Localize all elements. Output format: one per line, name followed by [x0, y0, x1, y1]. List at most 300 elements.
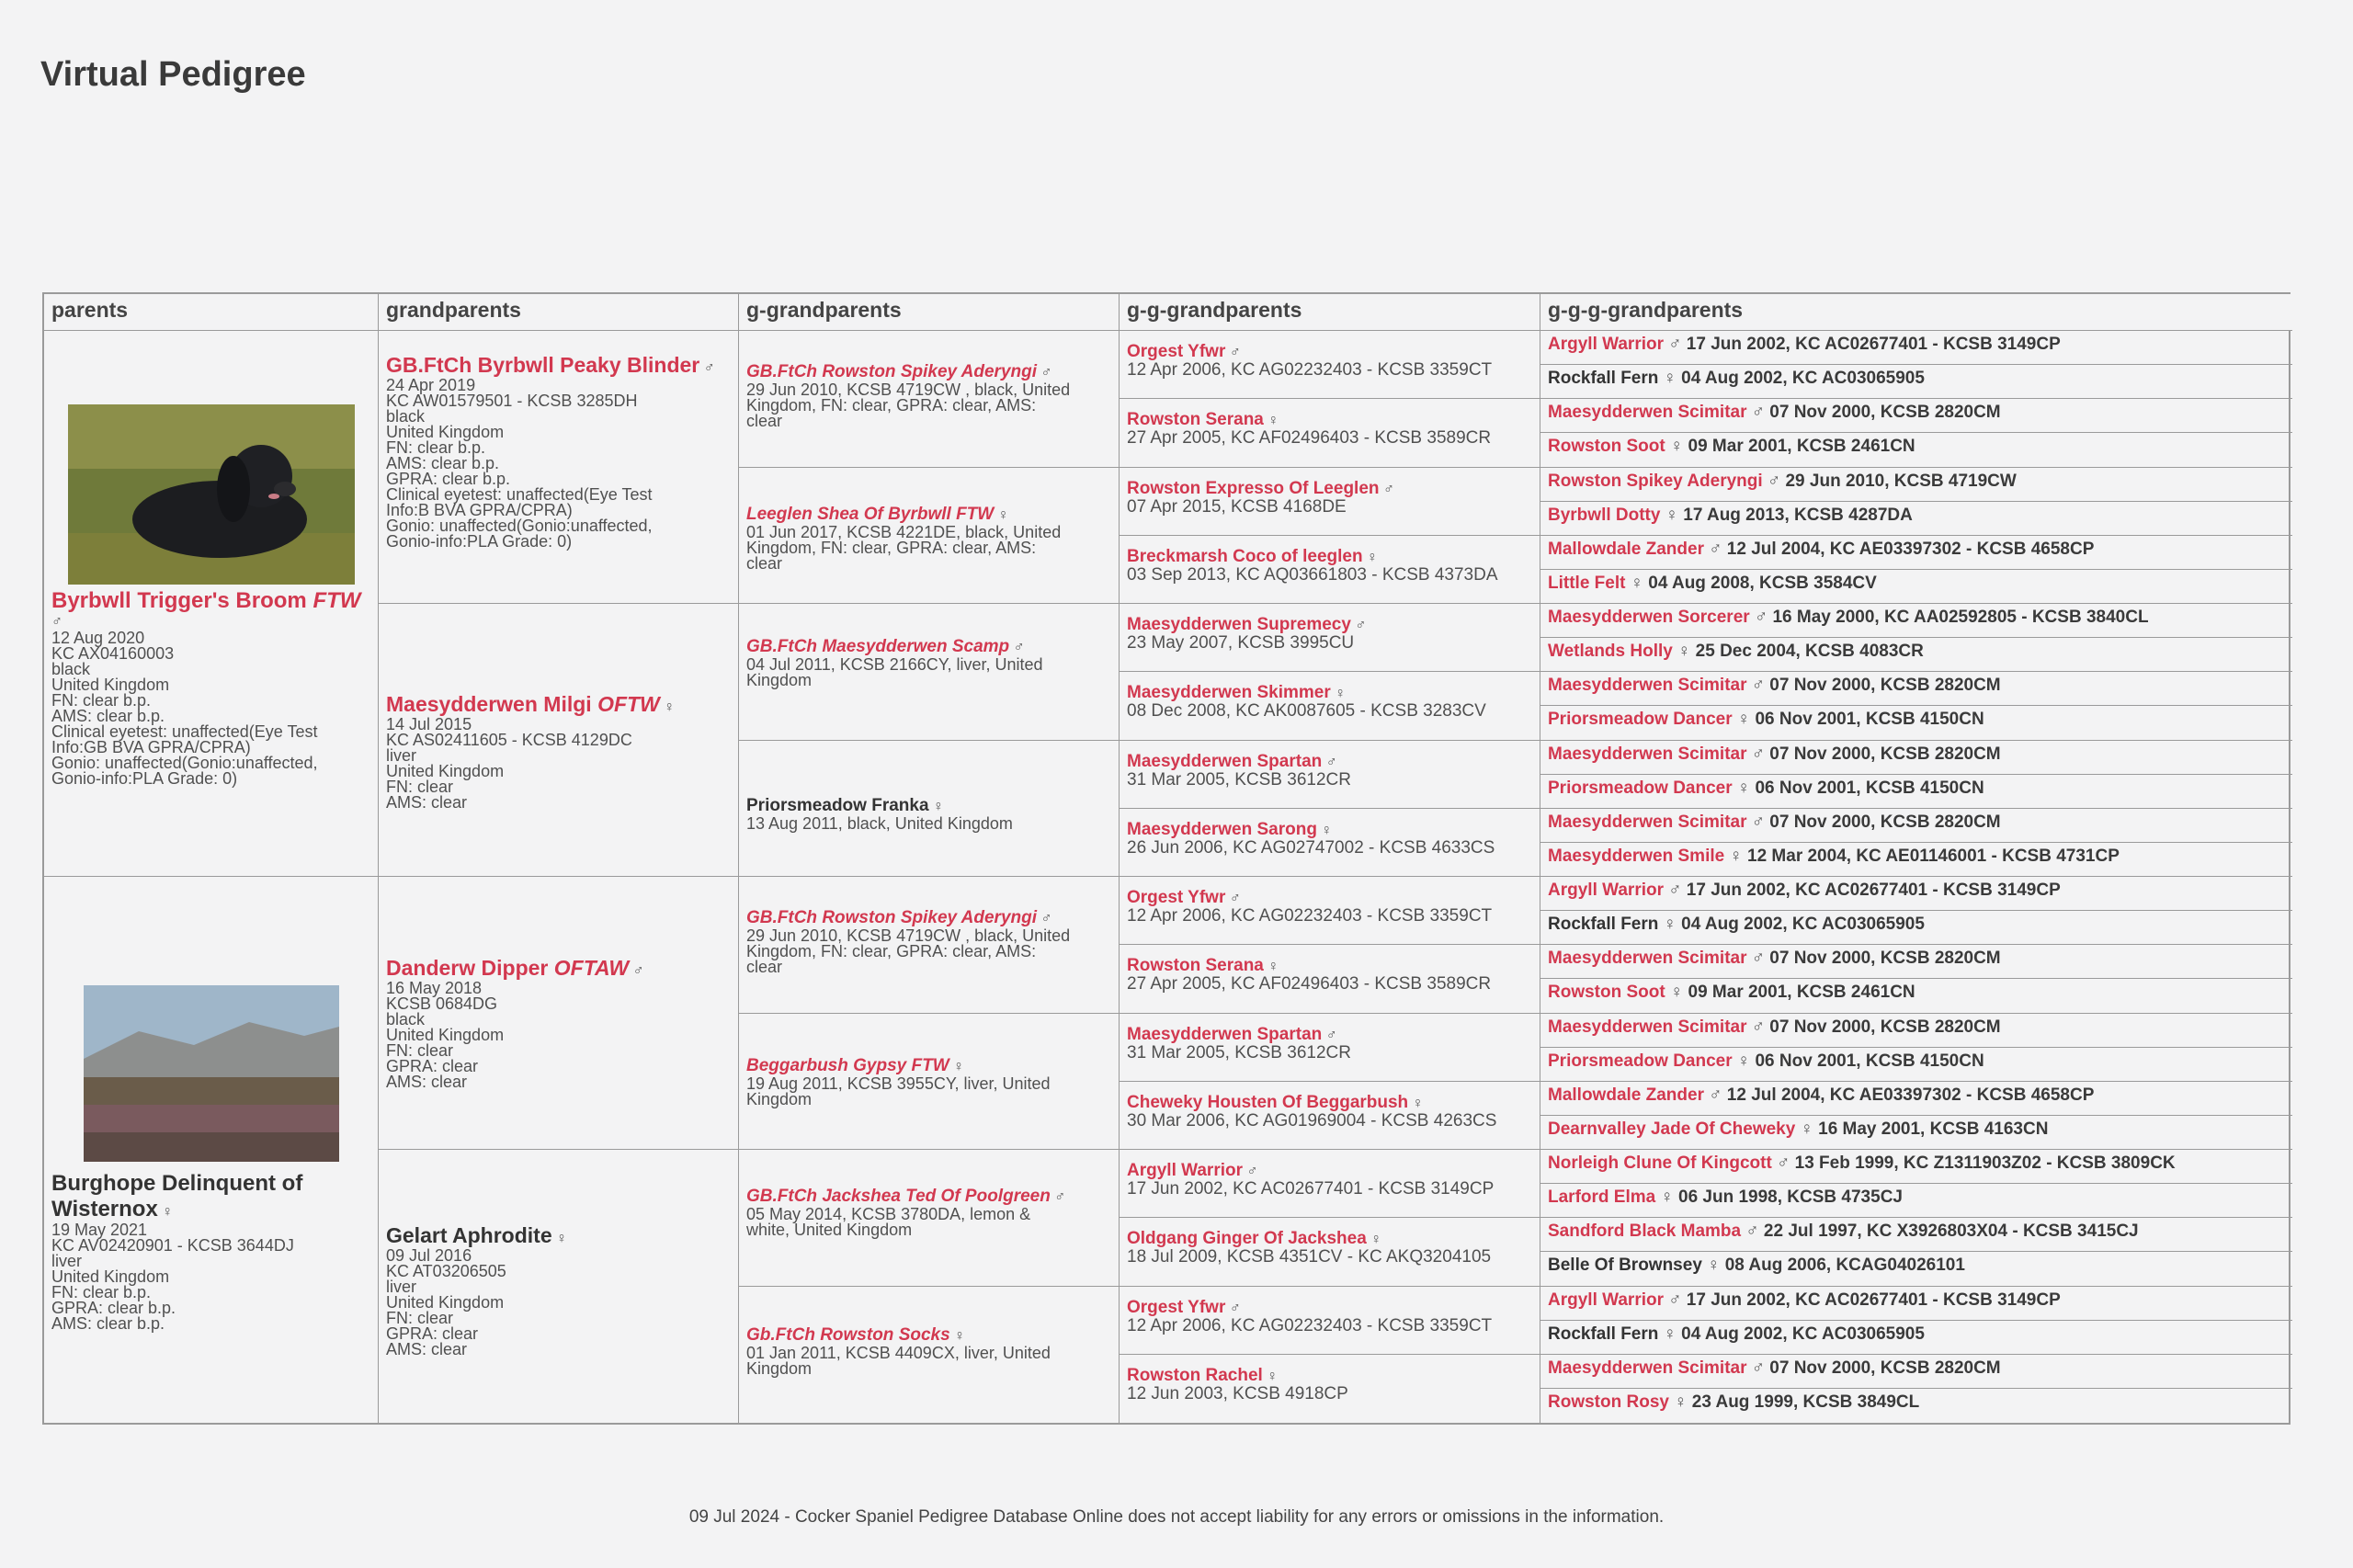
dog-details: 06 Nov 2001, KCSB 4150CN	[1750, 778, 1984, 798]
dog-name-link[interactable]: Maesydderwen Spartan	[1127, 1024, 1323, 1044]
dog-name-link[interactable]: Rowston Serana	[1127, 956, 1264, 976]
detail-line: KC AT03206505	[386, 1262, 506, 1280]
detail-line: AMS: clear	[386, 1073, 468, 1091]
detail-line: 04 Jul 2011, KCSB 2166CY, liver, United	[746, 655, 1043, 674]
detail-line: FN: clear b.p.	[51, 1283, 152, 1301]
dog-details: 04 Aug 2008, KCSB 3584CV	[1643, 573, 1877, 593]
g-g-g-grandparent-cell	[1540, 1184, 2292, 1218]
detail-line: Gonio-info:PLA Grade: 0)	[51, 769, 238, 788]
dog-name-link[interactable]: Rockfall Fern	[1548, 915, 1659, 935]
dog-prefix: GB.FtCh	[746, 362, 823, 381]
g-g-g-grandparent-cell	[1540, 468, 2292, 502]
detail-line: United Kingdom	[51, 1267, 170, 1286]
dog-name-link[interactable]	[51, 588, 360, 613]
male-symbol-icon: ♂	[1229, 891, 1241, 906]
g-g-g-grandparent-cell	[1540, 1321, 2292, 1355]
dog-name-link[interactable]: Argyll Warrior	[1548, 1290, 1664, 1310]
male-symbol-icon: ♂	[1246, 1164, 1258, 1179]
dog-name: Gelart Aphrodite	[386, 1223, 552, 1247]
g-grandparent-cell	[739, 877, 1120, 1014]
dog-name-link[interactable]: Maesydderwen Scimitar	[1548, 812, 1747, 832]
header-grandparents: grandparents	[379, 294, 739, 331]
dog-name-line	[746, 1325, 1111, 1346]
female-symbol-icon: ♀	[664, 699, 676, 715]
dog-name-line	[1127, 888, 1532, 908]
dog-details	[746, 1343, 1111, 1378]
detail-line: GPRA: clear b.p.	[51, 1299, 176, 1317]
detail-line: 14 Jul 2015	[386, 715, 472, 733]
female-symbol-icon: ♀	[1669, 437, 1684, 457]
detail-line: United Kingdom	[386, 423, 505, 441]
header-g-g-grandparents: g-g-grandparents	[1120, 294, 1540, 331]
dog-name-link[interactable]	[386, 956, 629, 980]
dog-name-link[interactable]: Maesydderwen Scimitar	[1548, 1017, 1747, 1037]
dog-details: 30 Mar 2006, KC AG01969004 - KCSB 4263CS	[1127, 1110, 1497, 1131]
g-g-g-grandparent-cell	[1540, 1082, 2292, 1116]
dog-details: 23 Aug 1999, KCSB 3849CL	[1687, 1392, 1920, 1412]
male-symbol-icon: ♂	[1229, 345, 1241, 360]
dog-name-link[interactable]	[386, 692, 660, 716]
dog-name: Rowston Spikey Aderyngi	[822, 908, 1037, 927]
dog-name-link[interactable]: Maesydderwen Scimitar	[1548, 1358, 1747, 1378]
dog-name-link[interactable]: Maesydderwen Skimmer	[1127, 683, 1331, 703]
dog-name-link[interactable]	[746, 505, 994, 524]
male-symbol-icon: ♂	[1229, 1300, 1241, 1316]
male-symbol-icon: ♂	[1668, 881, 1682, 900]
dog-name-link[interactable]: Priorsmeadow Dancer	[1548, 1051, 1733, 1071]
detail-line: GPRA: clear	[386, 1057, 479, 1075]
dog-name-line	[51, 1171, 370, 1222]
dog-details: 06 Jun 1998, KCSB 4735CJ	[1673, 1187, 1903, 1208]
dog-details: 07 Nov 2000, KCSB 2820CM	[1765, 1358, 2001, 1378]
dog-details: 22 Jul 1997, KC X3926803X04 - KCSB 3415CJ	[1758, 1221, 2139, 1242]
detail-line: FN: clear	[386, 1041, 454, 1060]
dog-name-line	[1127, 820, 1532, 840]
dog-name: Maesydderwen Scamp	[822, 637, 1010, 656]
g-g-grandparent-cell	[1120, 331, 1540, 399]
moorland-photo[interactable]	[84, 985, 339, 1162]
male-symbol-icon: ♂	[1751, 1358, 1766, 1378]
detail-line: 29 Jun 2010, KCSB 4719CW , black, United	[746, 381, 1071, 399]
dog-details	[746, 657, 1111, 688]
parent-cell	[44, 877, 379, 1423]
dog-name-line	[746, 796, 1111, 816]
dog-prefix: GB.FtCh	[746, 1187, 823, 1206]
detail-line: United Kingdom	[386, 1293, 505, 1312]
g-g-g-grandparent-cell	[1540, 1287, 2292, 1321]
dog-details: 27 Apr 2005, KC AF02496403 - KCSB 3589CR	[1127, 974, 1492, 994]
dog-details: 18 Jul 2009, KCSB 4351CV - KC AKQ3204105	[1127, 1247, 1492, 1267]
dog-name-link[interactable]: Orgest Yfwr	[1127, 342, 1226, 361]
dog-name-line	[746, 1187, 1111, 1207]
detail-line: Clinical eyetest: unaffected(Eye Test	[51, 722, 318, 741]
g-g-g-grandparent-cell	[1540, 809, 2292, 843]
detail-line: AMS: clear b.p.	[51, 707, 165, 725]
dog-details	[746, 522, 1111, 573]
detail-line: Kingdom, FN: clear, GPRA: clear, AMS:	[746, 396, 1037, 415]
dog-name: Rowston Socks	[820, 1324, 950, 1345]
male-symbol-icon: ♂	[1751, 676, 1766, 696]
dog-name-link[interactable]	[746, 362, 1037, 381]
dog-name: Leeglen Shea Of Byrbwll	[746, 504, 957, 524]
dog-details: 12 Mar 2004, KC AE01146001 - KCSB 4731CP	[1742, 846, 2120, 866]
dog-details	[746, 928, 1111, 975]
female-symbol-icon: ♀	[954, 1327, 966, 1344]
male-symbol-icon: ♂	[1751, 403, 1766, 423]
female-symbol-icon: ♀	[1669, 983, 1684, 1003]
grandparent-cell	[379, 1150, 739, 1423]
detail-line: KC AV02420901 - KCSB 3644DJ	[51, 1236, 294, 1255]
dog-details: 07 Nov 2000, KCSB 2820CM	[1765, 812, 2001, 832]
female-symbol-icon: ♀	[1707, 1256, 1721, 1276]
dog-details: 12 Apr 2006, KC AG02232403 - KCSB 3359CT	[1127, 360, 1493, 380]
dog-name-link[interactable]: Little Felt	[1548, 573, 1626, 593]
detail-line: Kingdom, FN: clear, GPRA: clear, AMS:	[746, 942, 1037, 960]
male-symbol-icon: ♂	[1777, 1153, 1790, 1173]
detail-line: United Kingdom	[51, 676, 170, 694]
dog-details: 12 Apr 2006, KC AG02232403 - KCSB 3359CT	[1127, 906, 1493, 926]
dog-title: OFTW	[597, 692, 660, 716]
dog-name-link[interactable]: Orgest Yfwr	[1127, 1297, 1226, 1317]
dog-details: 26 Jun 2006, KC AG02747002 - KCSB 4633CS	[1127, 837, 1495, 858]
dog-name-link[interactable]: Larford Elma	[1548, 1187, 1656, 1208]
dog-prefix: GB.FtCh	[746, 637, 823, 656]
detail-line: United Kingdom	[386, 762, 505, 780]
dog-name-link[interactable]: Wetlands Holly	[1548, 642, 1673, 662]
dog-details: 07 Nov 2000, KCSB 2820CM	[1765, 676, 2001, 696]
dog-name-line	[1127, 956, 1532, 976]
male-symbol-icon: ♂	[1751, 1017, 1766, 1037]
dog-name-link[interactable]: Maesydderwen Scimitar	[1548, 949, 1747, 969]
male-symbol-icon: ♂	[1751, 744, 1766, 764]
g-g-g-grandparent-cell	[1540, 570, 2292, 604]
dog-name-link[interactable]: Rowston Soot	[1548, 983, 1665, 1003]
dog-name-line	[386, 692, 731, 717]
dog-name-link[interactable]: Maesydderwen Scimitar	[1548, 403, 1747, 423]
dog-details: 04 Aug 2002, KC AC03065905	[1676, 915, 1925, 935]
dog-name-link[interactable]: Maesydderwen Scimitar	[1548, 676, 1747, 696]
female-symbol-icon: ♀	[1267, 413, 1279, 429]
female-symbol-icon: ♀	[1729, 846, 1743, 866]
detail-line: liver	[51, 1252, 83, 1270]
dog-title: FTW	[911, 1055, 949, 1075]
g-grandparent-cell	[739, 604, 1120, 741]
male-symbol-icon: ♂	[1709, 539, 1722, 559]
male-symbol-icon: ♂	[1668, 1290, 1682, 1310]
page-title: Virtual Pedigree	[40, 55, 306, 94]
dog-name-link[interactable]: Mallowdale Zander	[1548, 1085, 1704, 1105]
male-symbol-icon: ♂	[1751, 812, 1766, 832]
dog-prefix: GB.FtCh	[746, 908, 823, 927]
g-g-g-grandparent-cell	[1540, 1389, 2292, 1423]
dog-name-link[interactable]: Argyll Warrior	[1548, 881, 1664, 900]
detail-line: 05 May 2014, KCSB 3780DA, lemon &	[746, 1205, 1031, 1223]
dog-name-link[interactable]: Priorsmeadow Dancer	[1548, 710, 1733, 730]
detail-line: AMS: clear b.p.	[51, 1314, 165, 1333]
detail-line: Kingdom, FN: clear, GPRA: clear, AMS:	[746, 538, 1037, 557]
detail-line: clear	[746, 553, 783, 573]
female-symbol-icon: ♀	[1674, 1392, 1688, 1412]
detail-line: FN: clear	[386, 778, 454, 796]
grandparent-cell	[379, 877, 739, 1150]
detail-line: KC AW01579501 - KCSB 3285DH	[386, 392, 638, 410]
detail-line: Gonio: unaffected(Gonio:unaffected,	[386, 517, 653, 535]
dog-name-link[interactable]	[746, 637, 1009, 656]
female-symbol-icon: ♀	[1267, 959, 1279, 975]
detail-line: black	[386, 1010, 426, 1028]
detail-line: FN: clear b.p.	[51, 691, 152, 710]
dog-name-link[interactable]: Mallowdale Zander	[1548, 539, 1704, 559]
detail-line: clear	[746, 412, 783, 430]
dog-name-link[interactable]	[746, 1325, 950, 1345]
dog-name-link[interactable]: Maesydderwen Scimitar	[1548, 744, 1747, 764]
g-g-g-grandparent-cell	[1540, 365, 2292, 399]
pedigree-table	[42, 292, 2290, 1425]
g-g-grandparent-cell	[1120, 877, 1540, 945]
dog-name-link[interactable]: Belle Of Brownsey	[1548, 1256, 1702, 1276]
dog-name-link[interactable]: Cheweky Housten Of Beggarbush	[1127, 1092, 1409, 1112]
detail-line: 12 Aug 2020	[51, 629, 145, 647]
female-symbol-icon: ♀	[1736, 778, 1751, 798]
detail-line: liver	[386, 746, 417, 765]
dog-name-link[interactable]: Argyll Warrior	[1548, 335, 1664, 354]
dog-name-link[interactable]	[746, 1056, 949, 1075]
dog-name: Byrbwll Trigger's Broom	[51, 588, 313, 613]
detail-line: 01 Jun 2017, KCSB 4221DE, black, United	[746, 522, 1062, 541]
dog-name-link[interactable]: Rockfall Fern	[1548, 369, 1659, 389]
dog-name-line	[1127, 1093, 1532, 1113]
dog-name-link[interactable]: Maesydderwen Spartan	[1127, 751, 1323, 771]
female-symbol-icon: ♀	[997, 506, 1009, 523]
detail-line: clear	[746, 958, 783, 976]
dog-details	[386, 378, 731, 550]
detail-line: Kingdom	[746, 1089, 813, 1108]
male-symbol-icon: ♂	[1054, 1189, 1066, 1205]
g-g-grandparent-cell	[1120, 1014, 1540, 1082]
dog-details: 07 Nov 2000, KCSB 2820CM	[1765, 744, 2001, 764]
g-g-grandparent-cell	[1120, 604, 1540, 672]
dog-name-link[interactable]: Priorsmeadow Dancer	[1548, 778, 1733, 798]
female-symbol-icon: ♀	[1663, 1324, 1677, 1344]
dog-details: 13 Feb 1999, KC Z1311903Z02 - KCSB 3809CK	[1790, 1153, 2176, 1173]
g-g-g-grandparent-cell	[1540, 775, 2292, 809]
detail-line: United Kingdom	[386, 1026, 505, 1044]
dog-name-link[interactable]: Rowston Spikey Aderyngi	[1548, 471, 1763, 491]
grandparent-cell	[379, 331, 739, 604]
detail-line: Kingdom	[746, 1358, 813, 1378]
male-symbol-icon: ♂	[1325, 754, 1337, 770]
g-g-g-grandparent-cell	[1540, 672, 2292, 706]
female-symbol-icon: ♀	[556, 1231, 568, 1246]
header-g-g-g-grandparents: g-g-g-grandparents	[1540, 294, 2292, 331]
dog-name-link[interactable]	[386, 353, 699, 377]
disclaimer-footer: 09 Jul 2024 - Cocker Spaniel Pedigree Database Online does not accept liability for any errors or omissions in the information.	[688, 1507, 1665, 1527]
dog-details: 16 May 2000, KC AA02592805 - KCSB 3840CL	[1768, 608, 2149, 627]
female-symbol-icon: ♀	[1335, 686, 1347, 702]
dog-details	[51, 1222, 370, 1332]
g-g-g-grandparent-cell	[1540, 1048, 2292, 1082]
dog-name-link[interactable]: Rowston Expresso Of Leeglen	[1127, 478, 1380, 498]
g-grandparent-cell	[739, 1150, 1120, 1287]
dog-details	[386, 717, 731, 811]
dog-details: 07 Apr 2015, KCSB 4168DE	[1127, 496, 1347, 517]
detail-line: liver	[386, 1278, 417, 1296]
female-symbol-icon: ♀	[1663, 369, 1677, 389]
header-parents: parents	[44, 294, 379, 331]
dog-name-line	[1127, 1366, 1532, 1386]
dog-details: 04 Aug 2002, KC AC03065905	[1676, 1324, 1925, 1344]
dog-name-line	[1127, 547, 1532, 567]
female-symbol-icon: ♀	[1321, 822, 1333, 838]
dog-name-link[interactable]: Rockfall Fern	[1548, 1324, 1659, 1344]
male-symbol-icon: ♂	[51, 614, 63, 630]
dog-photo[interactable]	[68, 404, 355, 585]
dog-name-link[interactable]: Maesydderwen Smile	[1548, 846, 1725, 866]
female-symbol-icon: ♀	[162, 1204, 174, 1220]
dog-name-line	[386, 353, 731, 378]
dog-title: FTW	[313, 588, 361, 613]
female-symbol-icon: ♀	[1736, 710, 1751, 730]
detail-line: AMS: clear b.p.	[386, 454, 500, 472]
detail-line: KCSB 0684DG	[386, 994, 498, 1013]
dog-name-link[interactable]	[51, 1171, 302, 1221]
dog-name-link[interactable]: Dearnvalley Jade Of Cheweky	[1548, 1119, 1796, 1139]
dog-name: Beggarbush Gypsy	[746, 1055, 912, 1075]
detail-line: Gonio: unaffected(Gonio:unaffected,	[51, 754, 318, 772]
grandparent-cell	[379, 604, 739, 877]
dog-name-line	[386, 956, 731, 981]
dog-name-link[interactable]: Maesydderwen Supremecy	[1127, 615, 1351, 634]
dog-name: Maesydderwen Milgi	[386, 692, 598, 716]
dog-details: 12 Jul 2004, KC AE03397302 - KCSB 4658CP	[1722, 539, 2095, 559]
dog-details: 29 Jun 2010, KCSB 4719CW	[1780, 471, 2017, 491]
dog-details	[386, 1248, 731, 1358]
dog-name-link[interactable]: Byrbwll Dotty	[1548, 505, 1661, 525]
dog-details: 27 Apr 2005, KC AF02496403 - KCSB 3589CR	[1127, 428, 1492, 449]
dog-name-link[interactable]: Breckmarsh Coco of leeglen	[1127, 546, 1363, 566]
dog-details: 09 Mar 2001, KCSB 2461CN	[1683, 983, 1915, 1003]
dog-name-link[interactable]	[746, 796, 929, 815]
detail-line: FN: clear	[386, 1309, 454, 1327]
detail-line: 01 Jan 2011, KCSB 4409CX, liver, United	[746, 1343, 1051, 1362]
detail-line: white, United Kingdom	[746, 1221, 913, 1239]
g-g-grandparent-cell	[1120, 1218, 1540, 1286]
dog-name-link[interactable]	[746, 908, 1037, 927]
dog-details: 06 Nov 2001, KCSB 4150CN	[1750, 1051, 1984, 1071]
male-symbol-icon: ♂	[1040, 365, 1052, 381]
detail-line: Gonio-info:PLA Grade: 0)	[386, 532, 573, 551]
female-symbol-icon: ♀	[953, 1058, 965, 1074]
g-g-g-grandparent-cell	[1540, 1014, 2292, 1048]
dog-name-link[interactable]: Maesydderwen Sorcerer	[1548, 608, 1750, 627]
dog-details: 07 Nov 2000, KCSB 2820CM	[1765, 403, 2001, 423]
female-symbol-icon: ♀	[1663, 915, 1677, 935]
dog-name-line	[746, 505, 1111, 525]
detail-line: 19 May 2021	[51, 1221, 148, 1239]
dog-details: 17 Aug 2013, KCSB 4287DA	[1677, 505, 1913, 525]
dog-details: 17 Jun 2002, KC AC02677401 - KCSB 3149CP	[1127, 1179, 1495, 1199]
g-g-grandparent-cell	[1120, 1355, 1540, 1423]
dog-details: 12 Jul 2004, KC AE03397302 - KCSB 4658CP	[1722, 1085, 2095, 1105]
female-symbol-icon: ♀	[1267, 1368, 1279, 1384]
dog-details: 23 May 2007, KCSB 3995CU	[1127, 633, 1355, 653]
dog-details	[746, 1076, 1111, 1108]
detail-line: 29 Jun 2010, KCSB 4719CW , black, United	[746, 926, 1071, 945]
dog-name-link[interactable]: Rowston Rachel	[1127, 1365, 1263, 1385]
dog-details: 03 Sep 2013, KC AQ03661803 - KCSB 4373DA	[1127, 564, 1498, 585]
g-g-grandparent-cell	[1120, 809, 1540, 877]
dog-title: OFTAW	[553, 956, 630, 980]
dog-name: Burghope Delinquent of Wisternox	[51, 1171, 303, 1221]
dog-details: 08 Dec 2008, KC AK0087605 - KCSB 3283CV	[1127, 701, 1486, 722]
dog-details: 07 Nov 2000, KCSB 2820CM	[1765, 1017, 2001, 1037]
dog-name-line	[1127, 615, 1532, 635]
g-g-grandparent-cell	[1120, 536, 1540, 604]
dog-prefix: GB.FtCh	[386, 353, 478, 377]
g-grandparent-cell	[739, 468, 1120, 605]
g-g-g-grandparent-cell	[1540, 331, 2292, 365]
male-symbol-icon: ♂	[632, 963, 644, 979]
g-g-grandparent-cell	[1120, 468, 1540, 536]
detail-line: KC AX04160003	[51, 644, 175, 663]
g-g-g-grandparent-cell	[1540, 979, 2292, 1013]
detail-line: Clinical eyetest: unaffected(Eye Test	[386, 485, 653, 504]
dog-name: Jackshea Ted Of Poolgreen	[822, 1187, 1051, 1206]
dog-name-line	[1127, 1229, 1532, 1249]
dog-name-line	[746, 908, 1111, 928]
dog-name-link[interactable]: Rowston Rosy	[1548, 1392, 1669, 1412]
detail-line: Info:B BVA GPRA/CPRA)	[386, 501, 573, 519]
dog-name: Danderw Dipper	[386, 956, 554, 980]
dog-details	[746, 813, 1111, 833]
male-symbol-icon: ♂	[1767, 471, 1781, 491]
dog-name-line	[746, 637, 1111, 657]
dog-name-line	[1127, 410, 1532, 430]
g-g-g-grandparent-cell	[1540, 1355, 2292, 1389]
dog-details: 17 Jun 2002, KC AC02677401 - KCSB 3149CP	[1681, 335, 2061, 354]
dog-title: FTW	[956, 504, 995, 524]
dog-name-link[interactable]	[746, 1187, 1051, 1206]
female-symbol-icon: ♀	[1367, 549, 1379, 565]
dog-details	[386, 981, 731, 1090]
dog-name-link[interactable]: Orgest Yfwr	[1127, 888, 1226, 907]
dog-name-link[interactable]: Sandford Black Mamba	[1548, 1221, 1742, 1242]
dog-name-line	[1127, 342, 1532, 362]
g-g-g-grandparent-cell	[1540, 1218, 2292, 1252]
dog-name-link[interactable]: Oldgang Ginger Of Jackshea	[1127, 1229, 1367, 1249]
dog-name-link[interactable]: Rowston Serana	[1127, 410, 1264, 430]
dog-name-link[interactable]: Rowston Soot	[1548, 437, 1665, 457]
dog-name-link[interactable]: Maesydderwen Sarong	[1127, 819, 1317, 839]
detail-line: AMS: clear	[386, 793, 468, 812]
dog-name-link[interactable]	[386, 1223, 552, 1247]
female-symbol-icon: ♀	[1736, 1051, 1751, 1071]
dog-name-line	[1127, 479, 1532, 499]
dog-name: Priorsmeadow Franka	[746, 795, 929, 815]
male-symbol-icon: ♂	[1745, 1221, 1759, 1242]
dog-name-link[interactable]: Argyll Warrior	[1127, 1161, 1243, 1180]
detail-line: 09 Jul 2016	[386, 1246, 472, 1265]
female-symbol-icon: ♀	[1630, 573, 1643, 593]
male-symbol-icon: ♂	[1751, 949, 1766, 969]
male-symbol-icon: ♂	[1325, 1027, 1337, 1043]
g-g-g-grandparent-cell	[1540, 1150, 2292, 1184]
dog-details	[746, 382, 1111, 429]
dog-details: 07 Nov 2000, KCSB 2820CM	[1765, 949, 2001, 969]
dog-name-link[interactable]: Norleigh Clune Of Kingcott	[1548, 1153, 1772, 1173]
female-symbol-icon: ♀	[1677, 642, 1691, 662]
male-symbol-icon: ♂	[1709, 1085, 1722, 1105]
